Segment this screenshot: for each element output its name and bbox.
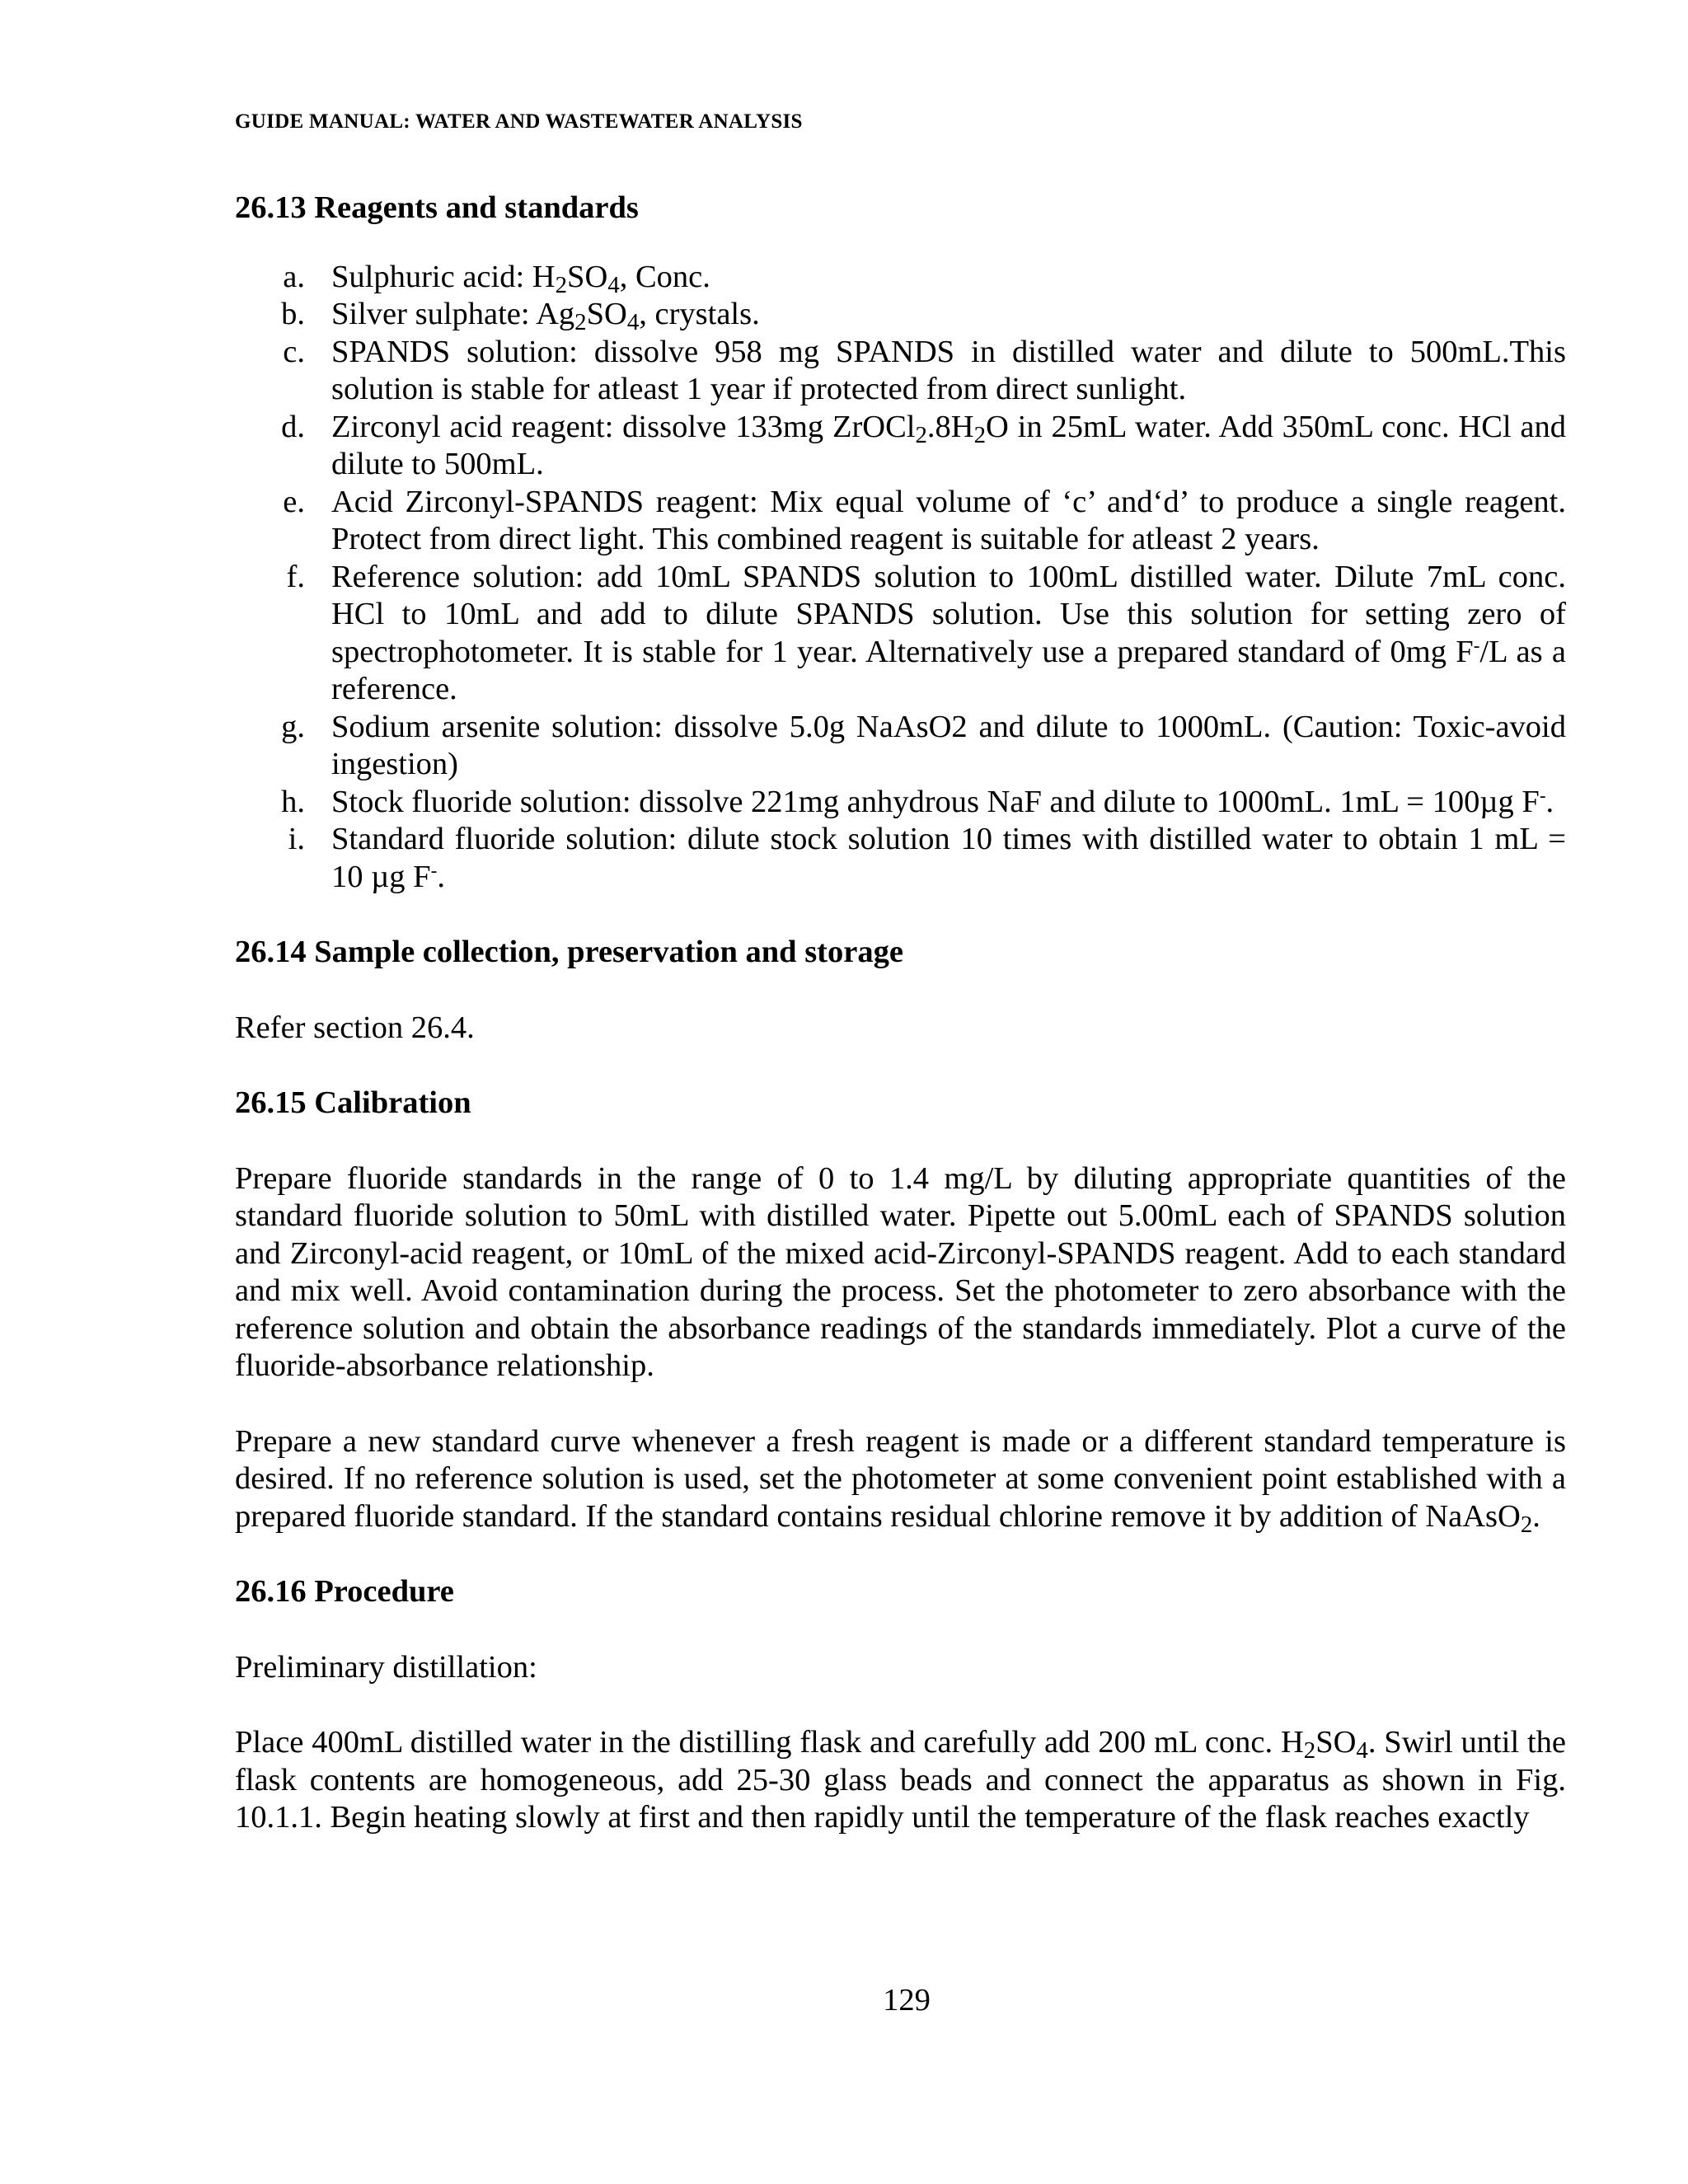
text-run: SO bbox=[567, 259, 608, 294]
text-run: Prepare a new standard curve whenever a fresh reagent is made or a different standard temperature is desired. If no reference solution is used, set the photometer at some convenient point established with a prepared fluoride standard. If the standard contains residual chlorine remove it by addition of NaAsO bbox=[235, 1423, 1566, 1534]
list-marker: h. bbox=[281, 784, 305, 819]
text-run: . bbox=[1545, 784, 1554, 819]
list-marker: i. bbox=[288, 822, 305, 856]
page-number: 129 bbox=[883, 1983, 931, 2018]
text-run: Sulphuric acid: H bbox=[331, 259, 556, 294]
text-run: . bbox=[437, 859, 445, 894]
text-run: Silver sulphate: Ag bbox=[331, 297, 575, 331]
text-run: Sodium arsenite solution: dissolve 5.0g NaAsO2 and dilute to 1000mL. (Caution: Toxic-avoid ingestion) bbox=[331, 709, 1566, 781]
text-run: . bbox=[1532, 1498, 1540, 1534]
list-item bbox=[235, 484, 1566, 559]
subscript: 4 bbox=[626, 309, 640, 336]
section-heading-calibration: 26.15 Calibration bbox=[235, 1085, 471, 1120]
subscript: 4 bbox=[1356, 1737, 1368, 1765]
section-heading-reagents: 26.13 Reagents and standards bbox=[235, 190, 639, 225]
paragraph-preliminary: Preliminary distillation: bbox=[235, 1649, 537, 1685]
subscript: 2 bbox=[555, 271, 568, 298]
text-run: Reference solution: add 10mL SPANDS solution to 100mL distilled water. Dilute 7mL conc. HCl to 10mL and add to dilute SPANDS solution. Use this solution for setting zero of spectrophotometer. It is stable for 1 year. Alternatively use a prepared standard of 0mg F bbox=[331, 559, 1566, 669]
paragraph-calibration-1: Prepare fluoride standards in the range of 0 to 1.4 mg/L by diluting appropriate quantities of the standard fluoride solution to 50mL with distilled water. Pipette out 5.00mL each of SPANDS solution and Zirconyl-acid reagent, or 10mL of the mixed acid-Zirconyl-SPANDS reagent. Add to each standard and mix well. Avoid contamination during the process. Set the photometer to zero absorbance with the reference solution and obtain the absorbance readings of the standards immediately. Plot a curve of the fluoride-absorbance relationship. bbox=[235, 1160, 1566, 1383]
list-marker: e. bbox=[283, 484, 305, 519]
list-item bbox=[235, 559, 1566, 709]
text-run: Acid Zirconyl-SPANDS reagent: Mix equal volume of ‘c’ and‘d’ to produce a single reagent. Protect from direct light. This combined reagent is suitable for atleast 2 years. bbox=[331, 484, 1566, 556]
subscript: 2 bbox=[973, 421, 987, 448]
list-item bbox=[235, 296, 1566, 334]
subscript: 2 bbox=[574, 309, 587, 336]
list-item bbox=[235, 259, 1566, 297]
superscript: - bbox=[1539, 783, 1546, 805]
text-run: SO bbox=[586, 297, 627, 331]
list-marker: a. bbox=[283, 259, 305, 294]
superscript: - bbox=[1473, 633, 1480, 655]
text-run: /L as a reference. bbox=[331, 634, 1566, 706]
text-run: Standard fluoride solution: dilute stock solution 10 times with distilled water to obtain 1 mL = 10 µg F bbox=[331, 822, 1566, 894]
section-heading-procedure: 26.16 Procedure bbox=[235, 1574, 454, 1609]
page-body bbox=[235, 190, 1566, 1837]
list-marker: g. bbox=[281, 709, 305, 744]
text-run: . Swirl until the flask contents are homogeneous, add 25-30 glass beads and connect the apparatus as shown in Fig. 10.1.1. Begin heating slowly at first and then rapidly until the temperature of the flask reaches exactly bbox=[235, 1725, 1566, 1835]
text-run: Place 400mL distilled water in the distilling flask and carefully add 200 mL conc. H bbox=[235, 1725, 1304, 1760]
text-run: Zirconyl acid reagent: dissolve 133mg ZrOCl bbox=[331, 409, 916, 444]
paragraph-calibration-2 bbox=[235, 1423, 1566, 1536]
subscript: 2 bbox=[1520, 1511, 1533, 1538]
text-run: SO bbox=[1315, 1725, 1357, 1760]
list-marker: d. bbox=[281, 409, 305, 444]
list-item bbox=[235, 821, 1566, 896]
subscript: 2 bbox=[915, 421, 927, 448]
text-run: O in 25mL water. Add 350mL conc. HCl and dilute to 500mL. bbox=[331, 409, 1566, 481]
list-item bbox=[235, 334, 1566, 409]
running-header: GUIDE MANUAL: WATER AND WASTEWATER ANALYSIS bbox=[235, 110, 803, 133]
list-marker: c. bbox=[283, 334, 305, 369]
text-run: SPANDS solution: dissolve 958 mg SPANDS in distilled water and dilute to 500mL.This solution is stable for atleast 1 year if protected from direct sunlight. bbox=[331, 334, 1566, 406]
reagent-list bbox=[235, 259, 1566, 897]
list-marker: b. bbox=[281, 297, 305, 331]
list-marker: f. bbox=[286, 559, 305, 594]
list-item bbox=[235, 409, 1566, 484]
text-run: Stock fluoride solution: dissolve 221mg anhydrous NaF and dilute to 1000mL. 1mL = 100µg F bbox=[331, 784, 1540, 819]
text-run: , crystals. bbox=[639, 297, 760, 331]
list-item bbox=[235, 709, 1566, 784]
text-run: .8H bbox=[926, 409, 974, 444]
subscript: 4 bbox=[607, 271, 620, 298]
superscript: - bbox=[430, 858, 438, 880]
paragraph-refer: Refer section 26.4. bbox=[235, 1010, 475, 1045]
list-item bbox=[235, 784, 1566, 822]
paragraph-procedure bbox=[235, 1724, 1566, 1837]
subscript: 2 bbox=[1303, 1737, 1316, 1765]
section-heading-sample-collection: 26.14 Sample collection, preservation and storage bbox=[235, 935, 903, 969]
text-run: , Conc. bbox=[619, 259, 710, 294]
